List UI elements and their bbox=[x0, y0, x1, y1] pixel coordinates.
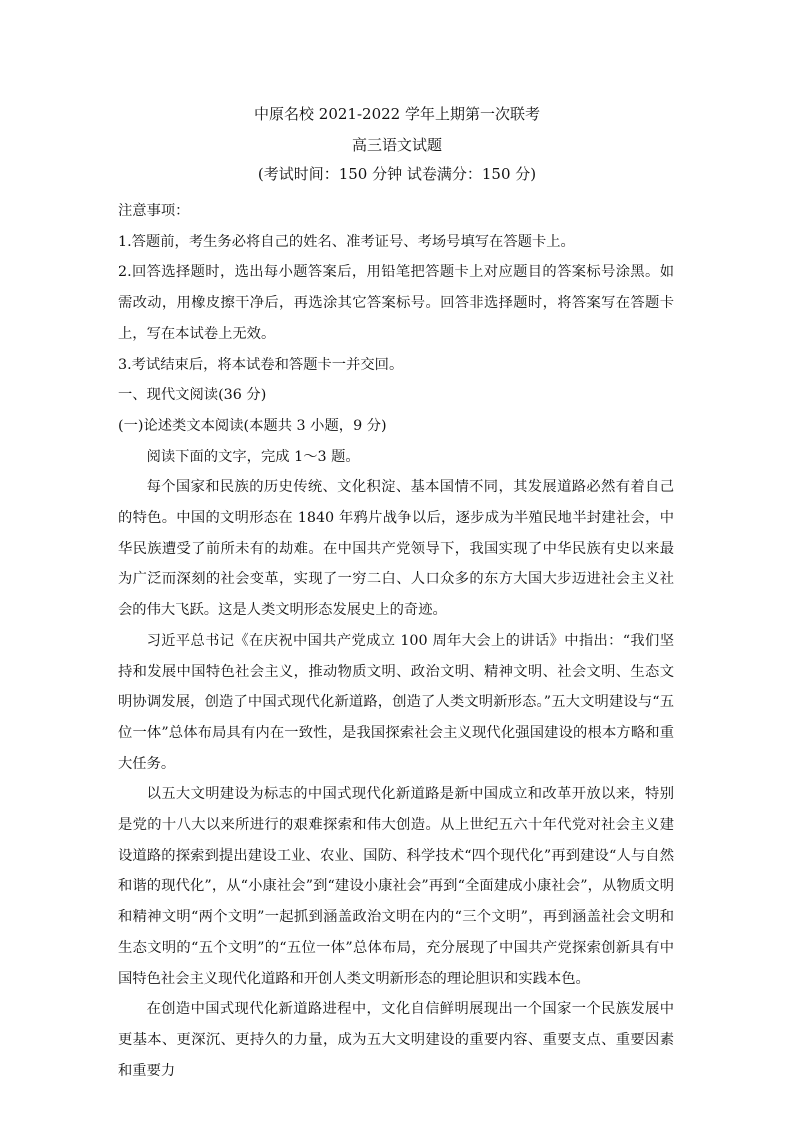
passage-paragraph-2: 习近平总书记《在庆祝中国共产党成立 100 周年大会上的讲话》中指出：“我们坚持和发展中国特色社会主义，推动物质文明、政治文明、精神文明、社会文明、生态文明协调发展，创造了中国式现代化新道路，创造了人类文明新形态。”五大文明建设与“五位一体”总体布局具有内在一致性，是我国探索社会主义现代化强国建设的根本方略和重大任务。 bbox=[118, 632, 674, 772]
section-sub-title: (一)论述类文本阅读(本题共 3 小题，9 分) bbox=[118, 417, 387, 434]
notice-title: 注意事项： bbox=[118, 203, 190, 219]
notice-item-3: 3.考试结束后，将本试卷和答题卡一并交回。 bbox=[118, 356, 404, 373]
notice-item-1: 1.答题前，考生务必将自己的姓名、准考证号、考场号填写在答题卡上。 bbox=[118, 233, 575, 250]
passage-paragraph-4: 在创造中国式现代化新道路进程中，文化自信鲜明展现出一个国家一个民族发展中更基本、更深沉、更持久的力量，成为五大文明建设的重要内容、重要支点、重要因素和重要力 bbox=[118, 1001, 674, 1079]
passage-paragraph-3: 以五大文明建设为标志的中国式现代化新道路是新中国成立和改革开放以来，特别是党的十八大以来所进行的艰难探索和伟大创造。从上世纪五六十年代党对社会主义建设道路的探索到提出建设工业、农业、国防、科学技术“四个现代化”再到建设“人与自然和谐的现代化”，从“小康社会”到“建设小康社会”再到“全面建成小康社会”，从物质文明和精神文明“两个文明”一起抓到涵盖政治文明在内的“三个文明”，再到涵盖社会文明和生态文明的“五个文明”的“五位一体”总体布局，充分展现了中国共产党探索创新具有中国特色社会主义现代化道路和开创人类文明新形态的理论胆识和实践本色。 bbox=[118, 786, 674, 987]
notice-item-2: 2.回答选择题时，选出每小题答案后，用铅笔把答题卡上对应题目的答案标号涂黑。如需改动，用橡皮擦干净后，再选涂其它答案标号。回答非选择题时，将答案写在答题卡上，写在本试卷上无效。 bbox=[118, 264, 674, 342]
section-title: 一、现代文阅读(36 分) bbox=[118, 387, 267, 404]
exam-subject: 高三语文试题 bbox=[351, 136, 442, 154]
exam-title: 中原名校 2021-2022 学年上期第一次联考 bbox=[254, 105, 540, 123]
reading-instruction: 阅读下面的文字，完成 1～3 题。 bbox=[146, 448, 360, 465]
exam-duration-score: (考试时间：150 分钟 试卷满分：150 分) bbox=[257, 165, 537, 183]
exam-body bbox=[118, 196, 674, 1086]
passage-paragraph-1: 每个国家和民族的历史传统、文化积淀、基本国情不同，其发展道路必然有着自己的特色。中国的文明形态在 1840 年鸦片战争以后，逐步成为半殖民地半封建社会，中华民族遭受了前所未有的劫难。在中国共产党领导下，我国实现了中华民族有史以来最为广泛而深刻的社会变革，实现了一穷二白、人口众多的东方大国大步迈进社会主义社会的伟大飞跃。这是人类文明形态发展史上的奇迹。 bbox=[118, 479, 674, 619]
